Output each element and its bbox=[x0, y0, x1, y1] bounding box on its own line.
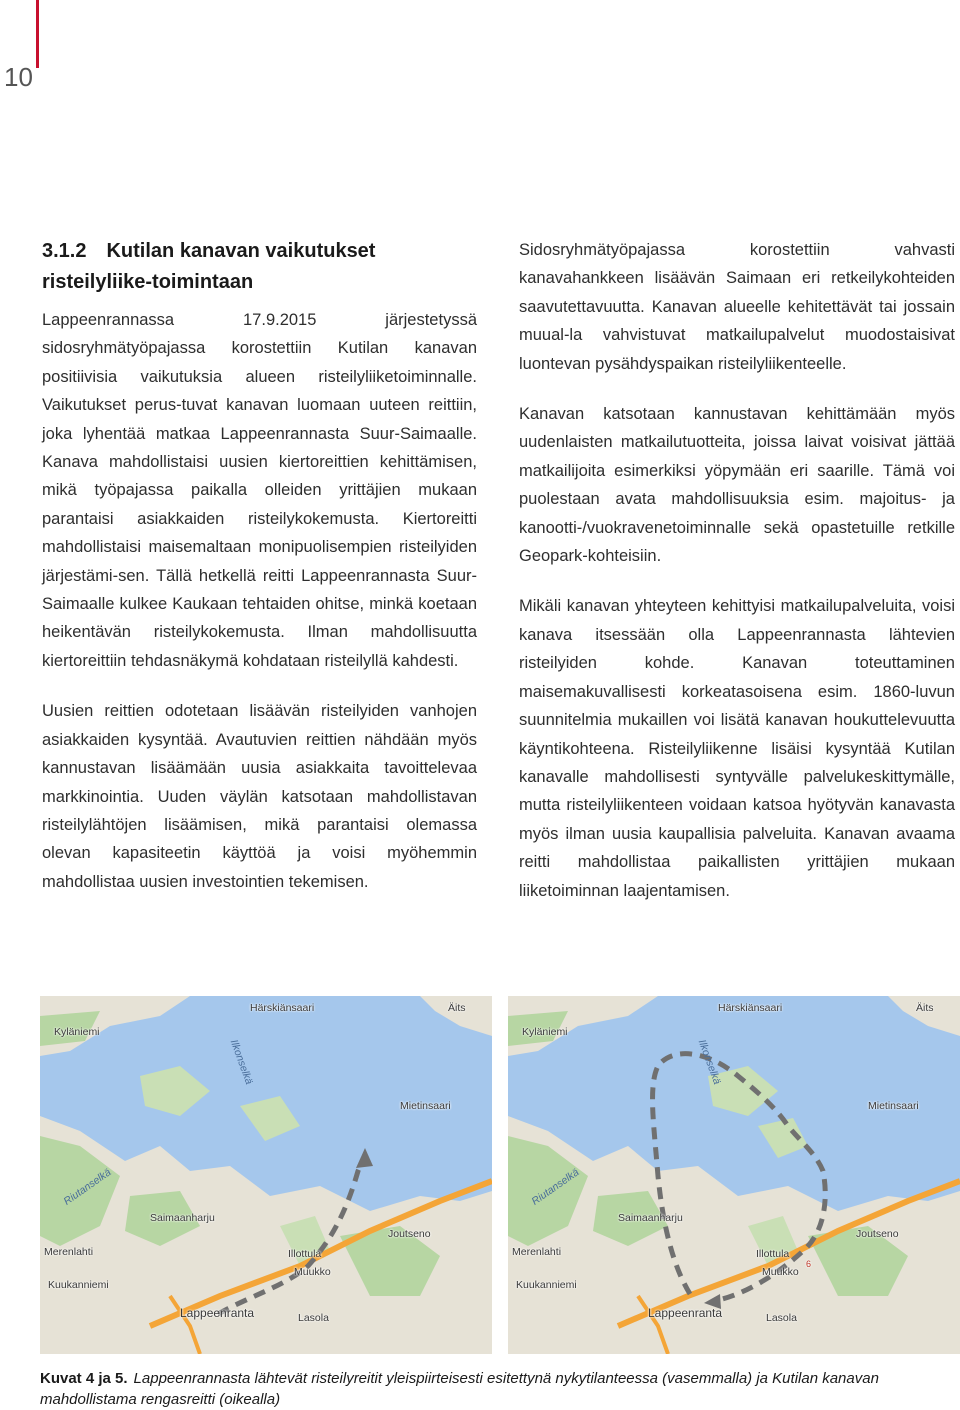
island bbox=[140, 1066, 210, 1116]
map-label: Saimaanharju bbox=[618, 1212, 683, 1224]
map-label: Joutseno bbox=[856, 1228, 899, 1240]
paragraph: Uusien reittien odotetaan lisäävän risteilyiden vanhojen asiakkaiden kysyntää. Avautuvien reittien nähdään myös kannustavan lisäämään uusia asiakkaita tavoittelevaa markkinointia. Uuden väylän katsotaan mahdollistavan risteilylähtöjen lisäämisen, mikä parantaisi olemassa olevan kapasiteetin käyttöä ja voisi myöhemmin mahdollistaa uusien investointien tekemisen. bbox=[42, 702, 477, 891]
map-label: Saimaanharju bbox=[150, 1212, 215, 1224]
map-label: Lappeenranta bbox=[648, 1306, 723, 1320]
map-label: Lasola bbox=[298, 1312, 329, 1324]
island bbox=[240, 1096, 300, 1141]
section-heading bbox=[42, 236, 482, 298]
map-label: Illottula bbox=[288, 1248, 322, 1260]
road-number: 6 bbox=[806, 1259, 812, 1269]
section-title: Kutilan kanavan vaikutukset risteilyliike-toimintaan bbox=[42, 240, 376, 293]
route-arrow-head bbox=[356, 1148, 373, 1168]
map-label: Joutseno bbox=[388, 1228, 431, 1240]
map-label: Mietinsaari bbox=[400, 1100, 451, 1112]
map-label: Äits bbox=[916, 1002, 934, 1014]
map-label: Kuukanniemi bbox=[516, 1279, 577, 1291]
map-current-route bbox=[40, 996, 492, 1354]
caption-label: Kuvat 4 ja 5. bbox=[40, 1370, 128, 1387]
page-accent-rule bbox=[36, 0, 39, 68]
map-label: Merenlahti bbox=[512, 1246, 562, 1258]
map-label: Kuukanniemi bbox=[48, 1279, 109, 1291]
map-label: Merenlahti bbox=[44, 1246, 94, 1258]
right-column bbox=[519, 236, 955, 927]
map-label: Ilkonselkä bbox=[695, 1038, 723, 1086]
map-label: Ilkonselkä bbox=[227, 1038, 255, 1086]
map-label: Lasola bbox=[766, 1312, 797, 1324]
map-label: Muukko bbox=[762, 1266, 799, 1278]
paragraph: Mikäli kanavan yhteyteen kehittyisi matkailupalveluita, voisi kanava itsessään olla Lappeenrannasta lähtevien risteilyiden kohde. Kanavan toteuttaminen maisemakuvallisesti korkeatasoisena esim. 1860-luvun suunnitelmia mukaillen voi lisätä kanavan houkuttelevuutta käyntikohteena. Risteilyliikenne lisäisi kysyntää Kutilan kanavalle mahdollisesti syntyvälle palvelukeskittymälle, mutta risteilyliikenteen voidaan katsoa hyötyvän kanavasta myös ilman uusia kaupallisia palveluita. Kanavan avaama reitti mahdollistaa paikallisten yrittäjien mukaan liiketoiminnan laajentamisen. bbox=[519, 597, 955, 900]
page-number: 10 bbox=[4, 62, 33, 92]
map-label: Kyläniemi bbox=[54, 1026, 100, 1038]
left-column bbox=[42, 306, 477, 918]
paragraph: Kanavan katsotaan kannustavan kehittämään myös uudenlaisten matkailutuotteita, joissa laivat voisivat jättää matkailijoita esimerkiksi yöpymään eri saarille. Tämä voi puolestaan avata mahdollisuuksia esim. majoitus- ja kanootti-/vuokravenetoiminnalle sekä opastetuille retkille Geopark-kohteisiin. bbox=[519, 405, 955, 566]
map-label: Lappeenranta bbox=[180, 1306, 255, 1320]
map-label: Kyläniemi bbox=[522, 1026, 568, 1038]
caption-text: Lappeenrannasta lähtevät risteilyreitit yleispiirteisesti esitettynä nykytilanteessa (vasemmalla) ja Kutilan kanavan mahdollistama rengasreitti (oikealla) bbox=[40, 1370, 879, 1408]
section-number: 3.1.2 bbox=[42, 240, 87, 262]
map-label: Äits bbox=[448, 1002, 466, 1014]
map-ring-route bbox=[508, 996, 960, 1354]
map-label: Muukko bbox=[294, 1266, 331, 1278]
map-label: Illottula bbox=[756, 1248, 790, 1260]
map-label: Riutanselkä bbox=[61, 1166, 114, 1208]
map-label: Mietinsaari bbox=[868, 1100, 919, 1112]
figure-caption bbox=[40, 1368, 940, 1410]
paragraph: Sidosryhmätyöpajassa korostettiin vahvasti kanavahankkeen lisäävän Saimaan eri retkeilykohteiden saavutettavuutta. Kanavan alueelle kehitettävät tai jossain muual-la vahvistuvat matkailupalvelut muodostaisivat luontevan pysähdyspaikan risteilyliikenteelle. bbox=[519, 241, 955, 373]
paragraph: Lappeenrannassa 17.9.2015 järjestetyssä sidosryhmätyöpajassa korostettiin Kutilan kanavan positiivisia vaikutuksia alueen risteilyliiketoiminnalle. Vaikutukset perus-tuvat kanavan luomaan uuteen reittiin, joka lyhentää matkaa Lappeenrannasta Suur-Saimaalle. Kanava mahdollistaisi uusien kiertoreittien kehittämisen, mikä työpajassa paikalla olleiden yrittäjien mukaan parantaisi asiakkaiden risteilykokemusta. Kiertoreitti mahdollistaisi maisemaltaan monipuolisempien risteilyiden järjestämi-sen. Tällä hetkellä reitti Lappeenrannasta Suur-Saimaalle kulkee Kaukaan tehtaiden ohitse, minkä koetaan heikentävän risteilykokemusta. Ilman mahdollisuutta kiertoreittiin tehdasnäkymä kohdataan risteilyllä kahdesti. bbox=[42, 311, 477, 670]
map-label: Härskiänsaari bbox=[250, 1002, 315, 1014]
map-label: Riutanselkä bbox=[529, 1166, 582, 1208]
map-label: Härskiänsaari bbox=[718, 1002, 783, 1014]
